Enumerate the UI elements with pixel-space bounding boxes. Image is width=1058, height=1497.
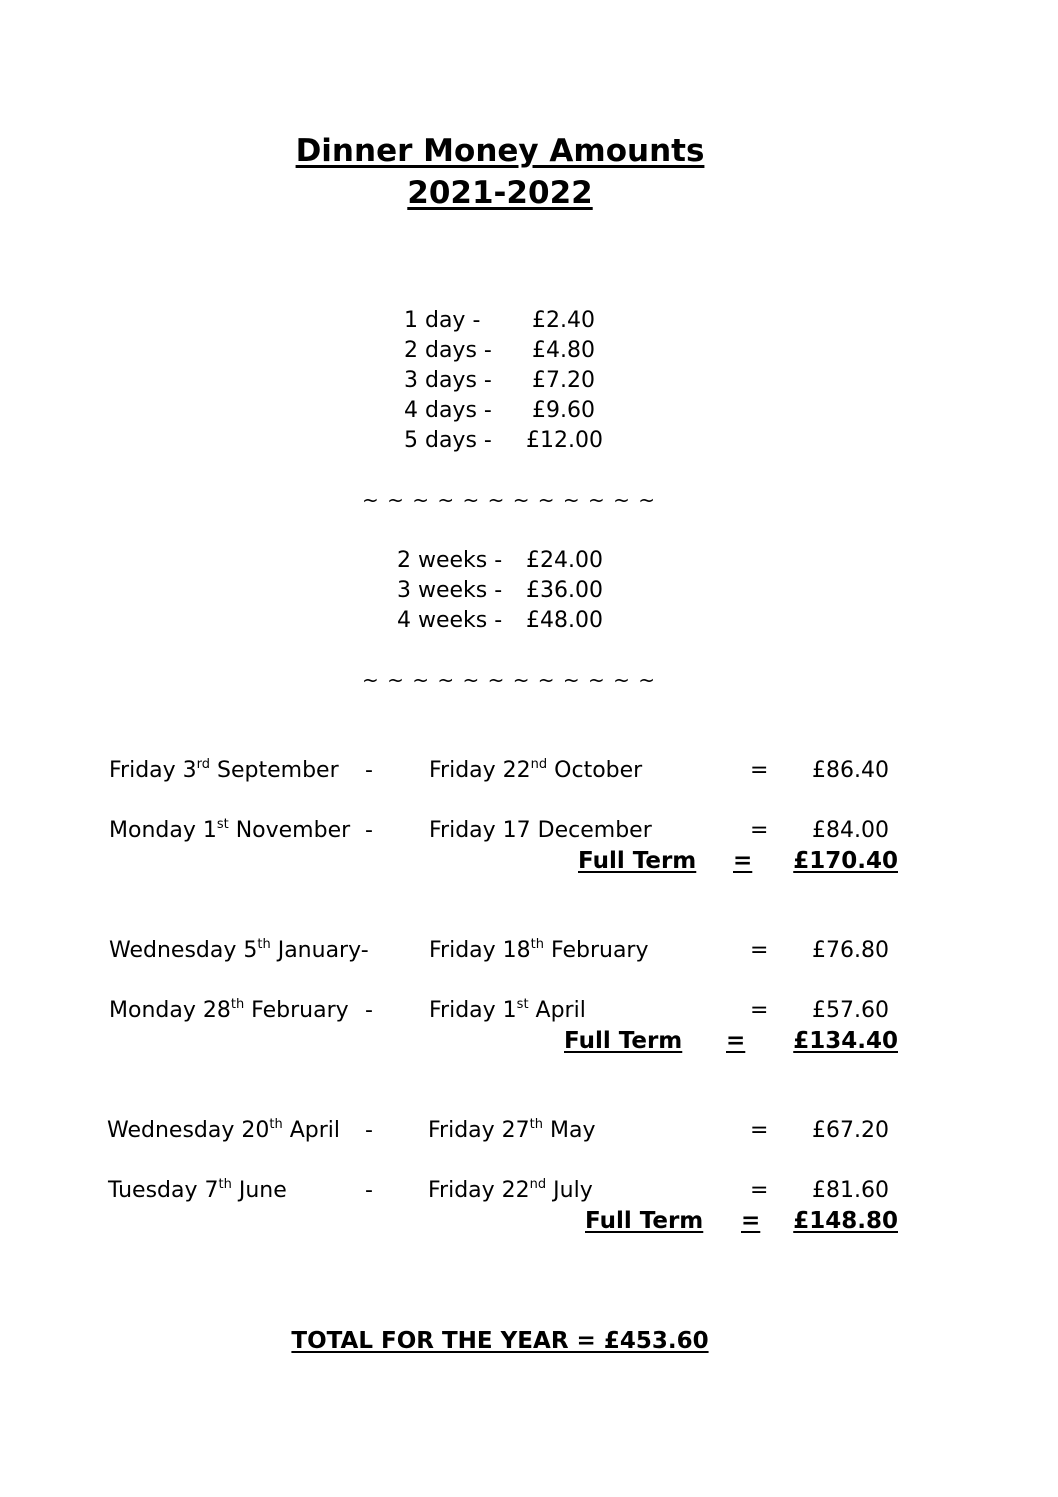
period-end-date: Friday 17 December — [429, 818, 652, 843]
full-term-label: Full Term — [564, 1028, 683, 1054]
period-equals: = — [750, 818, 769, 843]
weekly-rate-label: 4 weeks - — [397, 608, 503, 633]
separator-tildes: ~ ~ ~ ~ ~ ~ ~ ~ ~ ~ ~ ~ — [362, 488, 657, 512]
weekly-rate-amount: £24.00 — [526, 548, 603, 573]
daily-rate-label: 1 day - — [404, 308, 481, 333]
period-end-date: Friday 1st April — [429, 997, 586, 1023]
full-term-equals: = — [741, 1208, 761, 1234]
daily-rate-label: 3 days - — [404, 368, 492, 393]
daily-rate-label: 2 days - — [404, 338, 492, 363]
period-equals: = — [750, 758, 769, 783]
period-amount: £67.20 — [812, 1118, 889, 1143]
period-start-date: Wednesday 20th April — [107, 1117, 340, 1143]
daily-rate-amount: £2.40 — [532, 308, 595, 333]
period-start-date: Wednesday 5th January- — [109, 937, 369, 963]
page-subtitle-year: 2021-2022 — [407, 175, 593, 211]
period-dash: - — [365, 1178, 373, 1203]
weekly-rate-label: 3 weeks - — [397, 578, 503, 603]
full-term-label: Full Term — [585, 1208, 704, 1234]
period-equals: = — [750, 1178, 769, 1203]
period-equals: = — [750, 1118, 769, 1143]
period-dash: - — [365, 998, 373, 1023]
period-amount: £81.60 — [812, 1178, 889, 1203]
period-equals: = — [750, 938, 769, 963]
period-amount: £57.60 — [812, 998, 889, 1023]
full-term-amount: £170.40 — [793, 848, 898, 874]
full-term-amount: £148.80 — [793, 1208, 898, 1234]
weekly-rate-amount: £48.00 — [526, 608, 603, 633]
full-term-equals: = — [733, 848, 753, 874]
weekly-rate-label: 2 weeks - — [397, 548, 503, 573]
daily-rate-label: 5 days - — [404, 428, 492, 453]
period-amount: £76.80 — [812, 938, 889, 963]
daily-rate-amount: £9.60 — [532, 398, 595, 423]
year-total: TOTAL FOR THE YEAR = £453.60 — [291, 1328, 709, 1354]
daily-rate-amount: £12.00 — [526, 428, 603, 453]
period-dash: - — [365, 1118, 373, 1143]
period-start-date: Monday 28th February — [109, 997, 349, 1023]
period-start-date: Monday 1st November — [109, 817, 351, 843]
period-end-date: Friday 22nd October — [429, 757, 643, 783]
period-start-date: Tuesday 7th June — [108, 1177, 287, 1203]
period-equals: = — [750, 998, 769, 1023]
weekly-rate-amount: £36.00 — [526, 578, 603, 603]
page-title: Dinner Money Amounts — [295, 133, 705, 169]
full-term-amount: £134.40 — [793, 1028, 898, 1054]
period-start-date: Friday 3rd September — [109, 757, 339, 783]
period-amount: £86.40 — [812, 758, 889, 783]
period-dash: - — [365, 758, 373, 783]
daily-rate-label: 4 days - — [404, 398, 492, 423]
daily-rate-amount: £7.20 — [532, 368, 595, 393]
daily-rate-amount: £4.80 — [532, 338, 595, 363]
period-end-date: Friday 18th February — [429, 937, 649, 963]
full-term-label: Full Term — [578, 848, 697, 874]
period-end-date: Friday 27th May — [428, 1117, 596, 1143]
full-term-equals: = — [726, 1028, 746, 1054]
separator-tildes: ~ ~ ~ ~ ~ ~ ~ ~ ~ ~ ~ ~ — [362, 668, 657, 692]
period-amount: £84.00 — [812, 818, 889, 843]
period-end-date: Friday 22nd July — [428, 1177, 593, 1203]
period-dash: - — [365, 818, 373, 843]
